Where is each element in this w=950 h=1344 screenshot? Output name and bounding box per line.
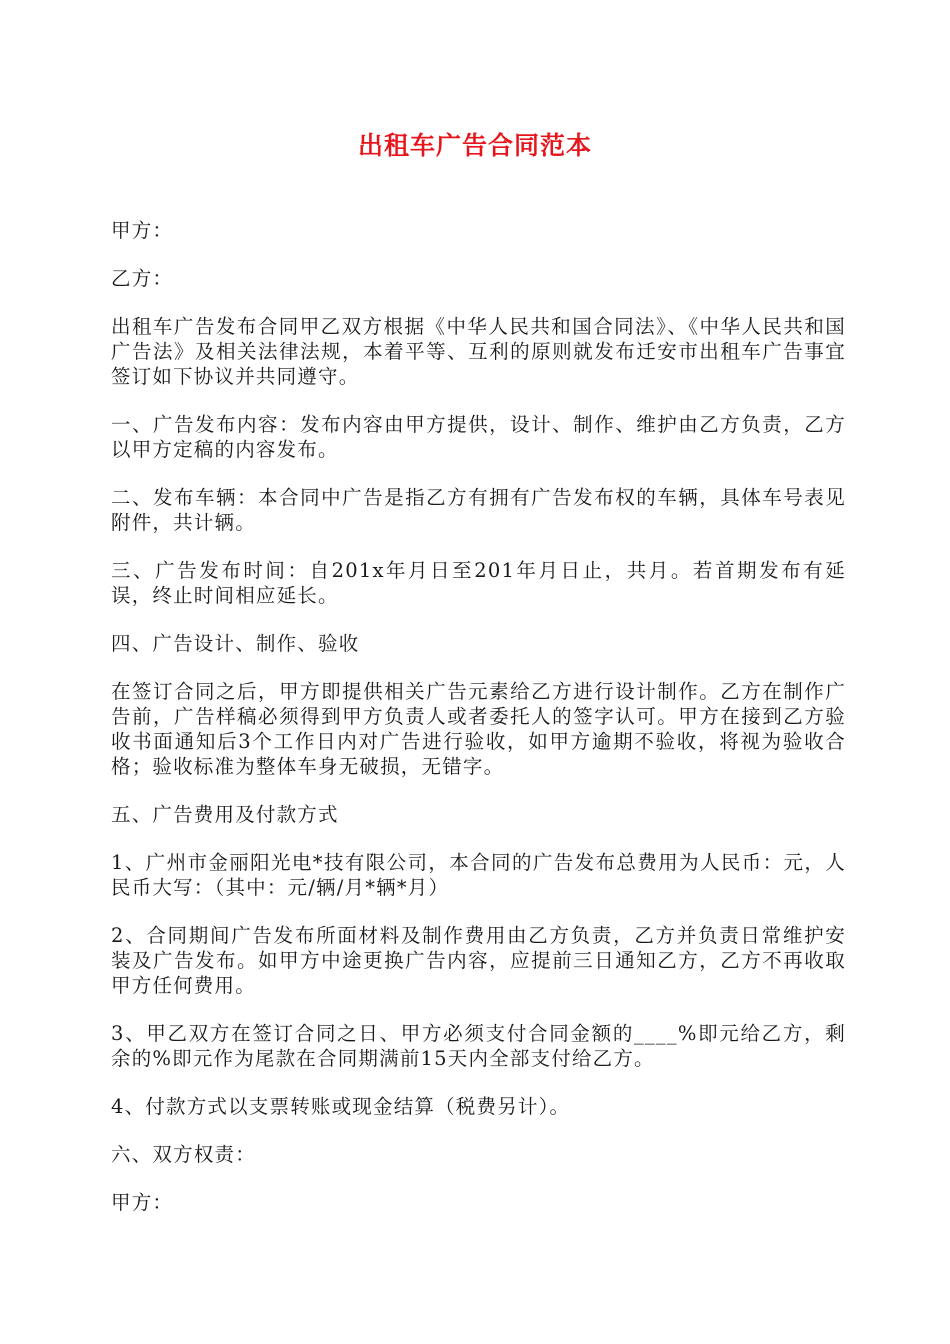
clause-6-heading: 六、双方权责： bbox=[111, 1143, 256, 1166]
clause-5-heading: 五、广告费用及付款方式 bbox=[111, 803, 339, 826]
party-a-label: 甲方： bbox=[111, 219, 174, 242]
clause-4-body: 在签订合同之后，甲方即提供相关广告元素给乙方进行设计制作。乙方在制作广告前，广告样稿必须得到甲方负责人或者委托人的签字认可。甲方在接到乙方验收书面通知后3个工作日内对广告进行验收，如甲方逾期不验收，将视为验收合格；验收标准为整体车身无破损，无错字。 bbox=[111, 680, 846, 778]
party-b-label: 乙方： bbox=[111, 267, 174, 290]
clause-1-content: 一、广告发布内容：发布内容由甲方提供，设计、制作、维护由乙方负责，乙方以甲方定稿的内容发布。 bbox=[111, 413, 846, 461]
clause-5-item-2: 2、合同期间广告发布所面材料及制作费用由乙方负责，乙方并负责日常维护安装及广告发布。如甲方中途更换广告内容，应提前三日通知乙方，乙方不再收取甲方任何费用。 bbox=[111, 924, 846, 997]
clause-2-vehicles: 二、发布车辆：本合同中广告是指乙方有拥有广告发布权的车辆，具体车号表见附件，共计辆。 bbox=[111, 486, 846, 534]
document-title: 出租车广告合同范本 bbox=[357, 131, 592, 160]
clause-6-party-a: 甲方： bbox=[111, 1191, 174, 1214]
clause-3-time: 三、广告发布时间：自201x年月日至201年月日止，共月。若首期发布有延误，终止时间相应延长。 bbox=[111, 559, 846, 607]
clause-5-item-4: 4、付款方式以支票转账或现金结算（税费另计）。 bbox=[111, 1095, 571, 1118]
document-body bbox=[111, 218, 846, 1238]
clause-5-item-1: 1、广州市金丽阳光电*技有限公司，本合同的广告发布总费用为人民币：元，人民币大写：（其中：元/辆/月*辆*月） bbox=[111, 851, 846, 899]
clause-5-item-3: 3、甲乙双方在签订合同之日、甲方必须支付合同金额的____%即元给乙方，剩余的%即元作为尾款在合同期满前15天内全部支付给乙方。 bbox=[111, 1022, 846, 1070]
preamble-paragraph: 出租车广告发布合同甲乙双方根据《中华人民共和国合同法》、《中华人民共和国广告法》及相关法律法规，本着平等、互利的原则就发布迁安市出租车广告事宜签订如下协议并共同遵守。 bbox=[111, 315, 846, 388]
clause-4-heading: 四、广告设计、制作、验收 bbox=[111, 632, 360, 655]
